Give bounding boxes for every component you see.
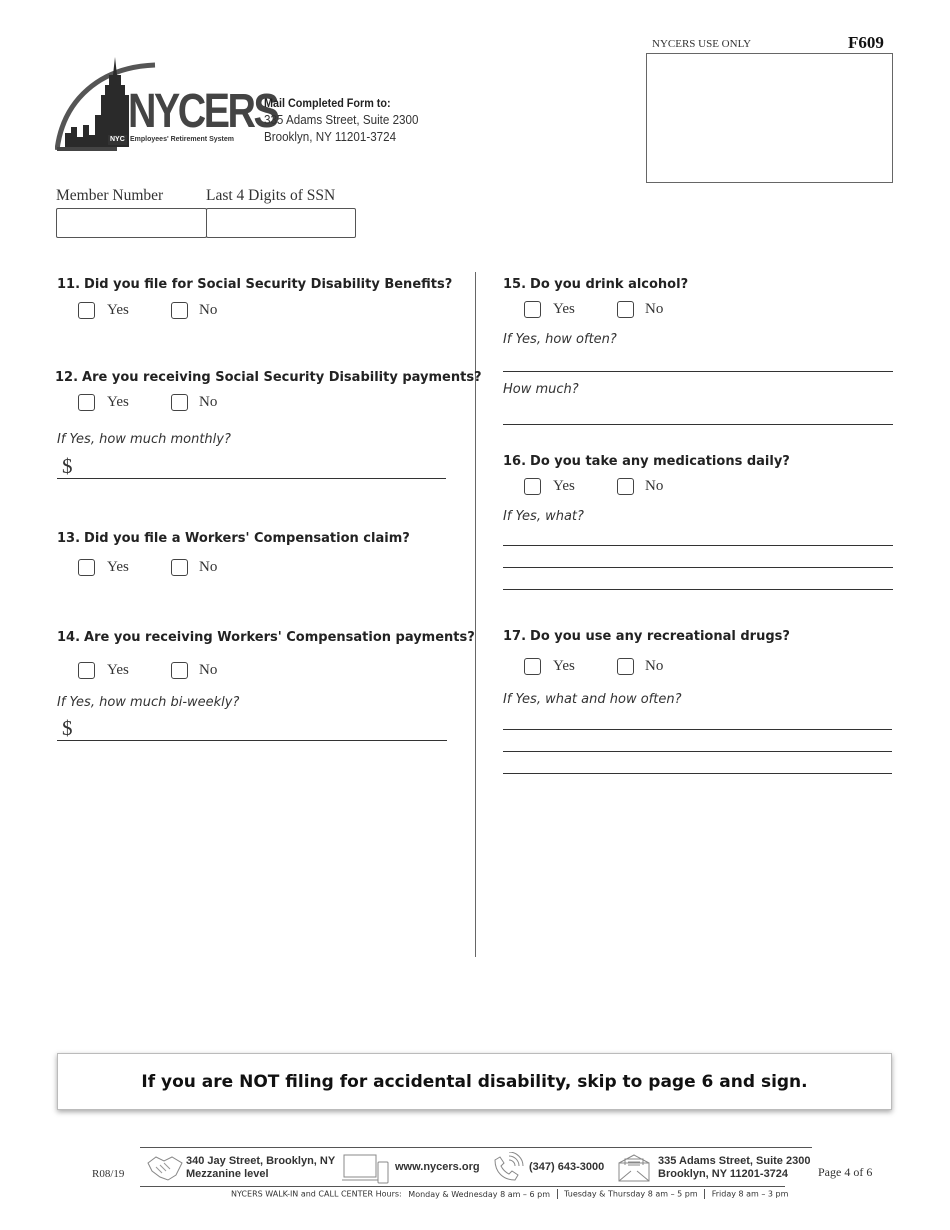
revision-code: R08/19	[92, 1168, 125, 1180]
q13-yes-label: Yes	[107, 559, 129, 575]
q16-yes-label: Yes	[553, 478, 575, 494]
q14-yes-label: Yes	[107, 662, 129, 678]
hours-label: NYCERS WALK-IN and CALL CENTER Hours:	[231, 1189, 402, 1199]
q13-no-label: No	[199, 559, 218, 575]
q13-no-checkbox[interactable]	[171, 559, 188, 576]
q17-no-checkbox[interactable]	[617, 658, 634, 675]
q15-no-label: No	[645, 301, 664, 317]
question-13-text: Did you file a Workers' Compensation claim?	[84, 531, 410, 546]
q11-no-checkbox[interactable]	[171, 302, 188, 319]
q15-yes-checkbox[interactable]	[524, 301, 541, 318]
q17-no-label: No	[645, 658, 664, 674]
q11-no-label: No	[199, 302, 218, 318]
envelope-icon	[617, 1153, 651, 1188]
question-14-number: 14.	[57, 630, 81, 645]
hours-divider-1	[557, 1189, 558, 1199]
member-number-field[interactable]	[56, 208, 207, 238]
website-link[interactable]: www.nycers.org	[395, 1161, 480, 1173]
question-12-number: 12.	[55, 370, 79, 385]
q17-field-line-2[interactable]	[503, 751, 892, 752]
q14-amount-field[interactable]	[57, 740, 447, 741]
q11-yes-label: Yes	[107, 302, 129, 318]
q17-hint: If Yes, what and how often?	[503, 692, 682, 707]
q17-field-line-3[interactable]	[503, 773, 892, 774]
q16-yes-checkbox[interactable]	[524, 478, 541, 495]
computer-icon	[342, 1152, 392, 1191]
hours-mon-wed: Monday & Wednesday 8 am – 6 pm	[408, 1189, 550, 1199]
question-11-number: 11.	[57, 277, 81, 292]
q16-hint: If Yes, what?	[503, 509, 584, 524]
q16-field-line-2[interactable]	[503, 567, 893, 568]
skip-notice-box	[57, 1053, 892, 1110]
page-number: Page 4 of 6	[818, 1165, 873, 1179]
mail-line2: Brooklyn, NY 11201-3724	[264, 130, 397, 144]
q15-hint-much: How much?	[503, 382, 579, 397]
q15-yes-label: Yes	[553, 301, 575, 317]
question-14-text: Are you receiving Workers' Compensation payments?	[84, 630, 475, 645]
handshake-icon	[146, 1153, 184, 1188]
mail-address-line2: Brooklyn, NY 11201-3724	[658, 1168, 789, 1180]
question-13-number: 13.	[57, 531, 81, 546]
q12-amount-field[interactable]	[57, 478, 446, 479]
question-15-number: 15.	[503, 277, 527, 292]
hours-tue-thu: Tuesday & Thursday 8 am – 5 pm	[564, 1189, 698, 1199]
q12-no-label: No	[199, 394, 218, 410]
question-11	[57, 277, 452, 292]
q15-often-field[interactable]	[503, 371, 893, 372]
question-15	[503, 277, 688, 292]
ssn-label: Last 4 Digits of SSN	[206, 187, 336, 204]
logo-subtitle: Employees' Retirement System	[130, 136, 234, 143]
question-12	[55, 370, 482, 385]
q14-no-label: No	[199, 662, 218, 678]
question-16-number: 16.	[503, 454, 527, 469]
q14-no-checkbox[interactable]	[171, 662, 188, 679]
question-17	[503, 629, 790, 644]
q16-field-line-1[interactable]	[503, 545, 893, 546]
q17-field-line-1[interactable]	[503, 729, 892, 730]
use-only-label: NYCERS USE ONLY	[652, 38, 752, 50]
q12-no-checkbox[interactable]	[171, 394, 188, 411]
question-17-number: 17.	[503, 629, 527, 644]
logo-nyc-tag: NYC	[110, 136, 125, 143]
q12-yes-checkbox[interactable]	[78, 394, 95, 411]
q15-hint-often: If Yes, how often?	[503, 332, 617, 347]
walkin-address-line1: 340 Jay Street, Brooklyn, NY	[186, 1155, 336, 1167]
footer-rule-top	[140, 1147, 812, 1148]
phone-number[interactable]: (347) 643-3000	[529, 1161, 605, 1173]
q11-yes-checkbox[interactable]	[78, 302, 95, 319]
question-16	[503, 454, 790, 469]
question-12-text: Are you receiving Social Security Disability payments?	[82, 370, 482, 385]
question-13	[57, 531, 410, 546]
q16-no-checkbox[interactable]	[617, 478, 634, 495]
q15-no-checkbox[interactable]	[617, 301, 634, 318]
hours-divider-2	[704, 1189, 705, 1199]
q14-yes-checkbox[interactable]	[78, 662, 95, 679]
form-id: F609	[848, 33, 884, 52]
logo-wordmark: NYCERS	[128, 85, 278, 138]
question-16-text: Do you take any medications daily?	[530, 454, 790, 469]
office-use-box	[646, 53, 893, 183]
question-17-text: Do you use any recreational drugs?	[530, 629, 790, 644]
q13-yes-checkbox[interactable]	[78, 559, 95, 576]
q16-field-line-3[interactable]	[503, 589, 893, 590]
q12-yes-label: Yes	[107, 394, 129, 410]
footer-rule-bottom	[140, 1186, 785, 1187]
hours-line	[231, 1189, 788, 1199]
mail-heading: Mail Completed Form to:	[264, 96, 391, 110]
question-15-text: Do you drink alcohol?	[530, 277, 689, 292]
question-14	[57, 630, 475, 645]
mail-line1: 335 Adams Street, Suite 2300	[264, 113, 419, 127]
q12-currency: $	[62, 454, 73, 478]
q14-hint: If Yes, how much bi-weekly?	[57, 695, 240, 710]
q17-yes-label: Yes	[553, 658, 575, 674]
ssn-field[interactable]	[206, 208, 356, 238]
question-11-text: Did you file for Social Security Disability Benefits?	[84, 277, 453, 292]
mail-address-line1: 335 Adams Street, Suite 2300	[658, 1155, 811, 1167]
skip-notice-text: If you are NOT filing for accidental disability, skip to page 6 and sign.	[141, 1071, 808, 1092]
q15-much-field[interactable]	[503, 424, 893, 425]
hours-fri: Friday 8 am – 3 pm	[711, 1189, 789, 1199]
q16-no-label: No	[645, 478, 664, 494]
q14-currency: $	[62, 716, 73, 740]
member-number-label: Member Number	[56, 187, 164, 204]
walkin-address-line2: Mezzanine level	[186, 1168, 269, 1180]
phone-icon	[491, 1152, 525, 1189]
q17-yes-checkbox[interactable]	[524, 658, 541, 675]
q12-hint: If Yes, how much monthly?	[57, 432, 231, 447]
